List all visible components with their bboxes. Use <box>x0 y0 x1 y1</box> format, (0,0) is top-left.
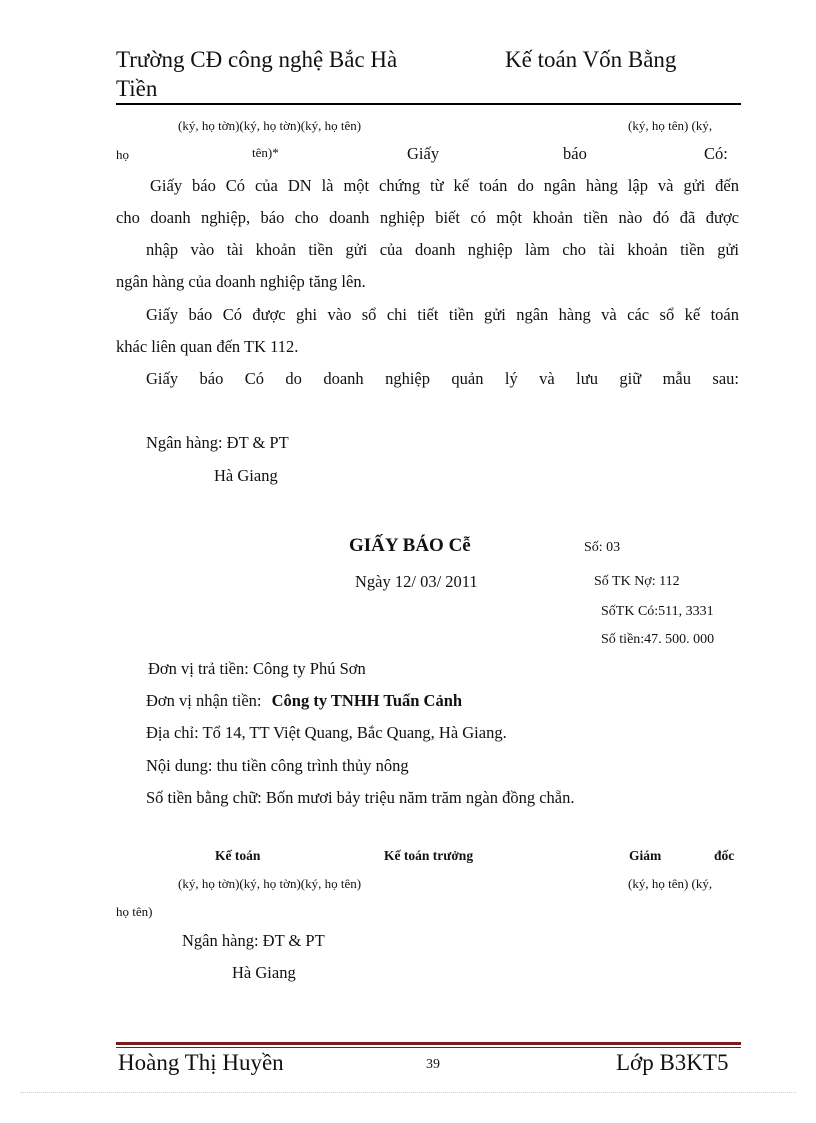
bank-name: Ngân hàng: ĐT & PT <box>182 931 325 950</box>
form-date: Ngày 12/ 03/ 2011 <box>355 572 478 591</box>
footer-rule <box>116 1042 741 1045</box>
receiver-line <box>146 691 462 711</box>
form-number: Số: 03 <box>584 540 621 555</box>
payer-line: Đơn vị trả tiền: Công ty Phú Sơn <box>148 659 366 678</box>
signature-hint-left: (ký, họ tờn)(ký, họ tờn)(ký, họ tên) <box>178 118 362 133</box>
signature-chief-accountant: Kế toán trưởng <box>384 848 474 863</box>
paragraph-line: cho doanh nghiệp, báo cho doanh nghiệp biết có một khoản tiền nào đó đã được <box>116 208 739 227</box>
paragraph-line: nhập vào tài khoản tiền gửi của doanh nghiệp làm cho tài khoản tiền gửi <box>146 240 739 259</box>
paragraph-line: Giấy báo Có của DN là một chứng từ kế toán do ngân hàng lập và gửi đến <box>150 176 739 195</box>
page-edge <box>20 1092 796 1093</box>
amount: Số tiền:47. 500. 000 <box>601 632 715 647</box>
header-rule <box>116 103 741 105</box>
content-line: Nội dung: thu tiền công trình thủy nông <box>146 756 409 775</box>
paragraph-line: Giấy báo Có do doanh nghiệp quản lý và lưu giữ mẫu sau: <box>146 369 739 388</box>
header-school: Trường CĐ công nghệ Bắc Hà <box>116 47 398 72</box>
signature-ten: tên)* <box>252 145 279 160</box>
signature-hint-right: (ký, họ tên) (ký, <box>628 118 713 133</box>
footer-author: Hoàng Thị Huyền <box>118 1050 284 1075</box>
bank-city: Hà Giang <box>214 466 278 485</box>
paragraph-line: ngân hàng của doanh nghiệp tăng lên. <box>116 272 366 291</box>
receiver-value: Công ty TNHH Tuấn Cảnh <box>271 691 463 710</box>
form-title: GIẤY BÁO Cễ <box>349 535 471 556</box>
signature-hint-left: (ký, họ tờn)(ký, họ tờn)(ký, họ tên) <box>178 876 362 891</box>
header-topic: Kế toán Vốn Bằng <box>505 47 677 72</box>
heading-word-giay: Giấy <box>407 144 440 163</box>
footer-rule-thin <box>116 1047 741 1048</box>
heading-word-bao: báo <box>563 144 587 163</box>
paragraph-line: khác liên quan đến TK 112. <box>116 337 299 356</box>
credit-account: SốTK Có:511, 3331 <box>601 604 714 619</box>
signature-ho-ten: họ tên) <box>116 904 153 919</box>
bank-name: Ngân hàng: ĐT & PT <box>146 433 289 452</box>
heading-word-co: Có: <box>704 144 728 163</box>
header-school-continued: Tiền <box>116 76 158 101</box>
paragraph-line: Giấy báo Có được ghi vào sổ chi tiết tiền gửi ngân hàng và các sổ kế toán <box>146 305 739 324</box>
footer-class: Lớp B3KT5 <box>616 1050 729 1075</box>
signature-ho: họ <box>116 147 129 162</box>
bank-city: Hà Giang <box>232 963 296 982</box>
page-number: 39 <box>426 1057 440 1072</box>
debit-account: Số TK Nợ: 112 <box>594 574 680 589</box>
address-line: Địa chỉ: Tổ 14, TT Việt Quang, Bắc Quang, Hà Giang. <box>146 723 507 742</box>
signature-hint-right: (ký, họ tên) (ký, <box>628 876 713 891</box>
signature-director-doc: đốc <box>714 848 735 863</box>
signature-director-giam: Giám <box>629 848 662 863</box>
amount-words-line: Số tiền bằng chữ: Bốn mươi bảy triệu năm trăm ngàn đồng chẵn. <box>146 788 575 807</box>
receiver-label: Đơn vị nhận tiền: <box>146 691 262 710</box>
signature-accountant: Kế toán <box>215 848 261 863</box>
